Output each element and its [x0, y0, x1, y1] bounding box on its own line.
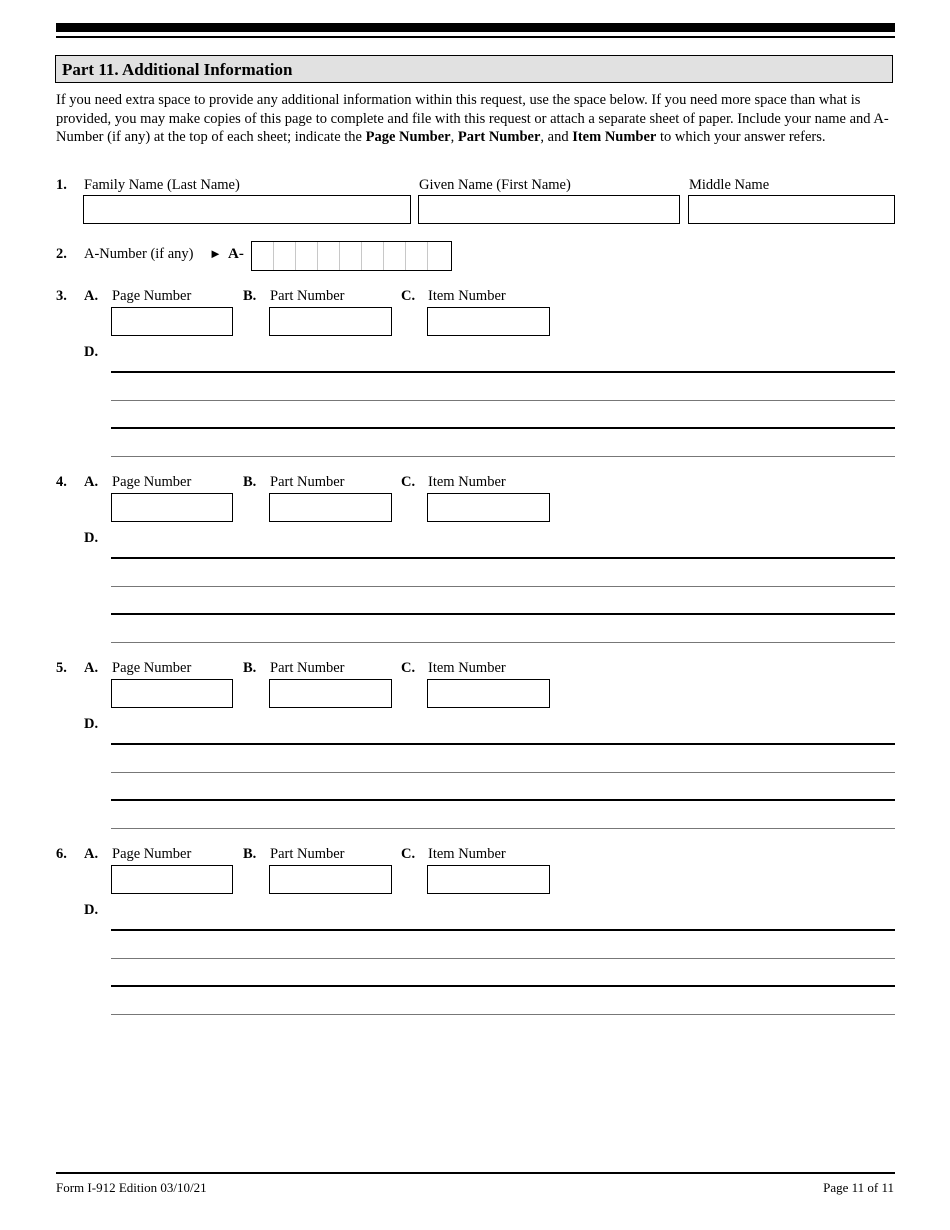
letter-c: C. [401, 474, 416, 490]
answer-line[interactable] [111, 642, 895, 643]
letter-a: A. [84, 288, 99, 304]
item-number-label: Item Number [428, 288, 506, 304]
letter-a: A. [84, 846, 99, 862]
part-number-field[interactable] [269, 679, 392, 708]
letter-a: A. [84, 660, 99, 676]
answer-line[interactable] [111, 613, 895, 615]
entry-number: 4. [56, 474, 67, 490]
family-name-label: Family Name (Last Name) [84, 177, 240, 193]
item-number-label: Item Number [428, 660, 506, 676]
part-number-field[interactable] [269, 307, 392, 336]
entry-number: 5. [56, 660, 67, 676]
a-number-cell-divider [361, 242, 362, 270]
part-header [55, 55, 893, 83]
a-number-prefix: A- [228, 246, 244, 262]
letter-c: C. [401, 846, 416, 862]
answer-line[interactable] [111, 743, 895, 745]
page-number-field[interactable] [111, 865, 233, 894]
top-thin-rule [56, 36, 895, 38]
answer-line[interactable] [111, 371, 895, 373]
intro-sep: , and [540, 129, 573, 146]
intro-sep: , [450, 129, 458, 146]
intro-text: If you need extra space to provide any additional information within this request, use the space below. If you need more space than what is provided, you may make copies of this page to complete and file with this request or attach a separate sheet of paper. Include your name and A-Number (if any) at the top of each sheet; indicate the [56, 92, 889, 146]
item-1-number: 1. [56, 177, 67, 193]
item-number-label: Item Number [428, 474, 506, 490]
item-number-field[interactable] [427, 307, 550, 336]
letter-d: D. [84, 530, 99, 546]
a-number-cell-divider [383, 242, 384, 270]
answer-line[interactable] [111, 985, 895, 987]
letter-b: B. [243, 846, 257, 862]
intro-text-end: to which your answer refers. [656, 129, 826, 146]
page-number-label: Page Number [112, 660, 192, 676]
given-name-field[interactable] [418, 195, 680, 224]
a-number-cell-divider [339, 242, 340, 270]
letter-a: A. [84, 474, 99, 490]
page-number-field[interactable] [111, 307, 233, 336]
letter-d: D. [84, 344, 99, 360]
a-number-cell-divider [273, 242, 274, 270]
page-number-field[interactable] [111, 493, 233, 522]
item-number-field[interactable] [427, 493, 550, 522]
middle-name-label: Middle Name [689, 177, 770, 193]
intro-paragraph [56, 91, 898, 147]
intro-bold-part: Part Number [457, 129, 541, 146]
answer-line[interactable] [111, 1014, 895, 1015]
answer-line[interactable] [111, 828, 895, 829]
part-number-label: Part Number [270, 288, 345, 304]
answer-line[interactable] [111, 929, 895, 931]
answer-line[interactable] [111, 427, 895, 429]
footer-page-number: Page 11 of 11 [823, 1180, 894, 1195]
a-number-cell-divider [405, 242, 406, 270]
part-number-label: Part Number [270, 846, 345, 862]
item-number-field[interactable] [427, 679, 550, 708]
answer-line[interactable] [111, 586, 895, 587]
a-number-cell-divider [295, 242, 296, 270]
answer-line[interactable] [111, 456, 895, 457]
answer-line[interactable] [111, 772, 895, 773]
letter-d: D. [84, 716, 99, 732]
letter-c: C. [401, 288, 416, 304]
top-thick-rule [56, 23, 895, 32]
part-number-field[interactable] [269, 865, 392, 894]
page-number-label: Page Number [112, 288, 192, 304]
item-number-field[interactable] [427, 865, 550, 894]
letter-b: B. [243, 474, 257, 490]
footer-form-edition: Form I-912 Edition 03/10/21 [56, 1180, 207, 1195]
part-number-label: Part Number [270, 474, 345, 490]
letter-b: B. [243, 660, 257, 676]
page-number-field[interactable] [111, 679, 233, 708]
given-name-label: Given Name (First Name) [419, 177, 571, 193]
intro-bold-item: Item Number [572, 129, 657, 146]
answer-line[interactable] [111, 799, 895, 801]
answer-line[interactable] [111, 557, 895, 559]
item-2-number: 2. [56, 246, 67, 262]
letter-c: C. [401, 660, 416, 676]
answer-line[interactable] [111, 400, 895, 401]
answer-line[interactable] [111, 958, 895, 959]
letter-b: B. [243, 288, 257, 304]
family-name-field[interactable] [83, 195, 411, 224]
a-number-cell-divider [427, 242, 428, 270]
arrow-right-icon: ► [209, 246, 222, 261]
a-number-field[interactable] [251, 241, 452, 271]
part-number-label: Part Number [270, 660, 345, 676]
a-number-cell-divider [317, 242, 318, 270]
intro-bold-page: Page Number [365, 129, 451, 146]
a-number-label: A-Number (if any) [84, 246, 194, 262]
entry-number: 3. [56, 288, 67, 304]
letter-d: D. [84, 902, 99, 918]
footer-rule [56, 1172, 895, 1174]
item-number-label: Item Number [428, 846, 506, 862]
page-number-label: Page Number [112, 846, 192, 862]
page-number-label: Page Number [112, 474, 192, 490]
entry-number: 6. [56, 846, 67, 862]
part-number-field[interactable] [269, 493, 392, 522]
part-title: Part 11. Additional Information [62, 60, 293, 79]
middle-name-field[interactable] [688, 195, 895, 224]
